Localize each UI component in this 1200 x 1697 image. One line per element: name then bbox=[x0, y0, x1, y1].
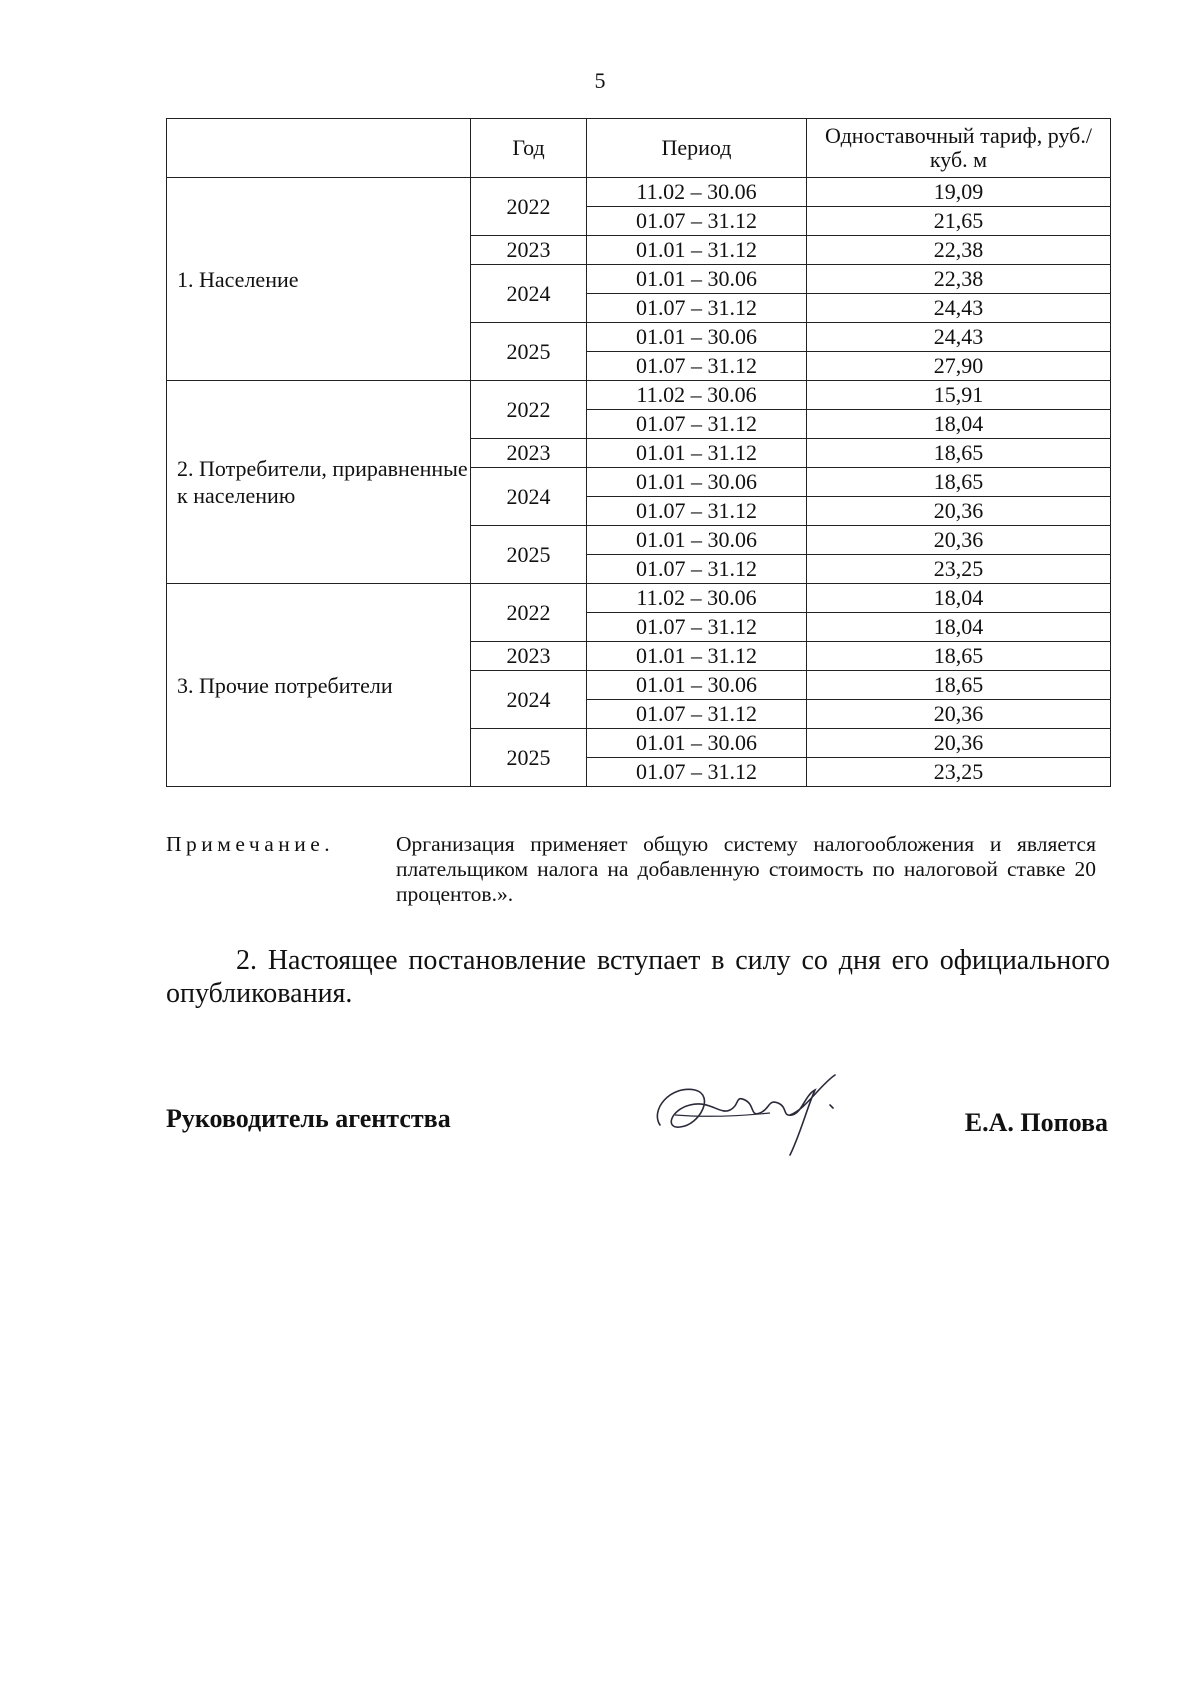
period-cell: 01.07 – 31.12 bbox=[587, 497, 807, 526]
table-row bbox=[167, 381, 1111, 410]
tariff-table bbox=[166, 118, 1111, 787]
tariff-cell: 21,65 bbox=[807, 207, 1111, 236]
period-cell: 01.01 – 30.06 bbox=[587, 526, 807, 555]
year-cell: 2022 bbox=[471, 178, 587, 236]
header-year: Год bbox=[471, 119, 587, 178]
period-cell: 11.02 – 30.06 bbox=[587, 584, 807, 613]
tariff-cell: 18,65 bbox=[807, 468, 1111, 497]
period-cell: 01.01 – 30.06 bbox=[587, 265, 807, 294]
tariff-cell: 23,25 bbox=[807, 555, 1111, 584]
year-cell: 2022 bbox=[471, 381, 587, 439]
period-cell: 01.07 – 31.12 bbox=[587, 294, 807, 323]
period-cell: 01.07 – 31.12 bbox=[587, 352, 807, 381]
period-cell: 01.07 – 31.12 bbox=[587, 410, 807, 439]
tariff-cell: 18,65 bbox=[807, 642, 1111, 671]
tariff-cell: 18,65 bbox=[807, 439, 1111, 468]
period-cell: 01.07 – 31.12 bbox=[587, 700, 807, 729]
tariff-cell: 27,90 bbox=[807, 352, 1111, 381]
period-cell: 01.07 – 31.12 bbox=[587, 207, 807, 236]
tariff-cell: 15,91 bbox=[807, 381, 1111, 410]
table-row bbox=[167, 584, 1111, 613]
period-cell: 01.07 – 31.12 bbox=[587, 613, 807, 642]
tariff-cell: 20,36 bbox=[807, 729, 1111, 758]
tariff-cell: 23,25 bbox=[807, 758, 1111, 787]
year-cell: 2024 bbox=[471, 265, 587, 323]
year-cell: 2025 bbox=[471, 323, 587, 381]
handwritten-signature bbox=[640, 1055, 860, 1165]
signatory-title: Руководитель агентства bbox=[166, 1104, 451, 1133]
year-cell: 2023 bbox=[471, 642, 587, 671]
signatory-name: Е.А. Попова bbox=[964, 1108, 1108, 1137]
note-label: Примечание. bbox=[166, 832, 335, 856]
year-cell: 2022 bbox=[471, 584, 587, 642]
tariff-cell: 20,36 bbox=[807, 526, 1111, 555]
year-cell: 2024 bbox=[471, 468, 587, 526]
header-tariff: Одноставочный тариф, руб./куб. м bbox=[807, 119, 1111, 178]
year-cell: 2023 bbox=[471, 439, 587, 468]
period-cell: 01.01 – 31.12 bbox=[587, 439, 807, 468]
tariff-cell: 24,43 bbox=[807, 294, 1111, 323]
note-text: Организация применяет общую систему налогообложения и является плательщиком налога на добавленную стоимость по налоговой ставке 20 процентов.». bbox=[396, 832, 1096, 906]
period-cell: 01.07 – 31.12 bbox=[587, 555, 807, 584]
period-cell: 01.07 – 31.12 bbox=[587, 758, 807, 787]
tariff-cell: 20,36 bbox=[807, 497, 1111, 526]
period-cell: 01.01 – 30.06 bbox=[587, 729, 807, 758]
tariff-cell: 20,36 bbox=[807, 700, 1111, 729]
period-cell: 11.02 – 30.06 bbox=[587, 178, 807, 207]
tariff-cell: 24,43 bbox=[807, 323, 1111, 352]
tariff-cell: 22,38 bbox=[807, 265, 1111, 294]
year-cell: 2024 bbox=[471, 671, 587, 729]
period-cell: 11.02 – 30.06 bbox=[587, 381, 807, 410]
tariff-cell: 18,04 bbox=[807, 584, 1111, 613]
header-period: Период bbox=[587, 119, 807, 178]
tariff-cell: 19,09 bbox=[807, 178, 1111, 207]
page-number: 5 bbox=[594, 68, 606, 93]
tariff-cell: 18,04 bbox=[807, 410, 1111, 439]
year-cell: 2023 bbox=[471, 236, 587, 265]
year-cell: 2025 bbox=[471, 729, 587, 787]
tariff-cell: 22,38 bbox=[807, 236, 1111, 265]
period-cell: 01.01 – 30.06 bbox=[587, 671, 807, 700]
category-cell: 2. Потребители, приравненные к населению bbox=[167, 381, 471, 584]
paragraph-effective-date: 2. Настоящее постановление вступает в силу со дня его официального опубликования. bbox=[166, 945, 1110, 1009]
year-cell: 2025 bbox=[471, 526, 587, 584]
period-cell: 01.01 – 30.06 bbox=[587, 323, 807, 352]
table-row bbox=[167, 178, 1111, 207]
category-cell: 1. Население bbox=[167, 178, 471, 381]
period-cell: 01.01 – 30.06 bbox=[587, 468, 807, 497]
period-cell: 01.01 – 31.12 bbox=[587, 236, 807, 265]
tariff-cell: 18,04 bbox=[807, 613, 1111, 642]
tariff-cell: 18,65 bbox=[807, 671, 1111, 700]
header-category bbox=[167, 119, 471, 178]
category-cell: 3. Прочие потребители bbox=[167, 584, 471, 787]
period-cell: 01.01 – 31.12 bbox=[587, 642, 807, 671]
table-header-row bbox=[167, 119, 1111, 178]
